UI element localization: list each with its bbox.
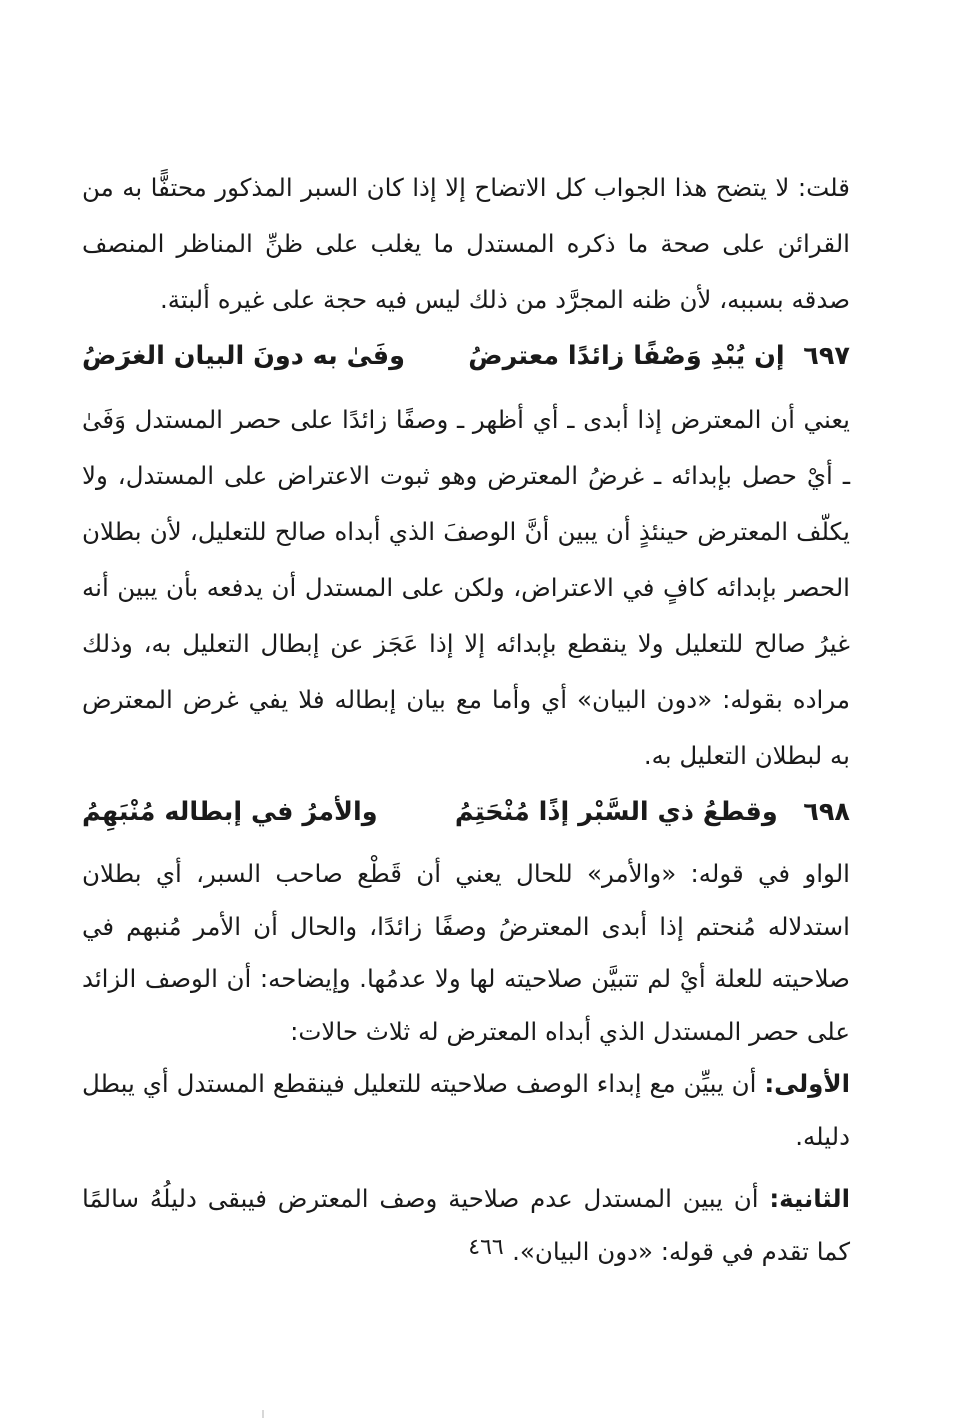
case-label: الأولى: [764,1069,851,1098]
spacer [82,840,850,848]
spacer [82,384,850,392]
page-number: ٤٦٦ [468,1235,504,1260]
verse-second-hemistich: وفَىٰ به دونَ البيان الغرَضُ [82,341,405,371]
hemistich-gap [403,784,429,840]
paragraph-commentary-3: الواو في قوله: «والأمر» للحال يعني أن قَطْع صاحب السبر، أي بطلان استدلاله مُنحتم إذا أبدى المعترضُ وصفًا زائدًا، والحال أن الأمر مُنبهم في صلاحيته للعلة أيْ لم تتبيَّن صلاحيته لها ولا عدمُها. وإيضاحه: أن الوصف الزائد على حصر المستدل الذي أبداه المعترض له ثلاث حالات: [82,859,850,1046]
verse-698 [82,784,850,840]
paragraph-commentary-2: يعني أن المعترض إذا أبدى ـ أي أظهر ـ وصفًا زائدًا على حصر المستدل وَفَىٰ ـ أيْ حصل بإبدائه ـ غرضُ المعترض وهو ثبوت الاعتراض على المستدل، ولا يكلّف المعترض حينئذٍ أن يبين أنَّ الوصفَ الذي أبداه صالح للتعليل، لأن بطلان الحصر بإبدائه كافٍ في الاعتراض، ولكن على المستدل أن يدفعه بأن يبين أنه غيرُ صالح للتعليل ولا ينقطع بإبدائه إلا إذا عَجَز عن إبطال التعليل به، وذلك مراده بقوله: «دون البيان» أي وأما مع بيان إبطاله فلا يفي غرض المعترض به لبطلان التعليل به. [82,405,850,770]
case-text: أن يبين المستدل عدم صلاحية وصف المعترض فيبقى دليلُهُ سالمًا كما تقدم في قوله: «دون البيان». [82,1184,850,1266]
case-first [82,1058,850,1163]
spacer [82,1163,850,1173]
verse-first-hemistich: إن يُبْدِ وَصْفًا زائدًا معترضُ [468,341,785,371]
case-text: أن يبيِّن مع إبداء الوصف صلاحيته للتعليل فينقطع المستدل أي يبطل دليله. [82,1069,850,1151]
hemistich-gap [424,328,450,384]
verse-697 [82,328,850,384]
page-body [82,160,850,1278]
case-second [82,1173,850,1278]
verse-number: ٦٩٧ [803,341,850,371]
scan-speck [262,1410,264,1418]
verse-first-hemistich: وقطعُ ذي السَّبْر إذًا مُنْحَتِمُ [454,797,778,827]
verse-second-hemistich: والأمرُ في إبطاله مُنْبَهِمُ [82,797,378,827]
verse-number: ٦٩٨ [803,797,850,827]
case-label: الثانية: [769,1184,850,1213]
paragraph-commentary-1: قلت: لا يتضح هذا الجواب كل الاتضاح إلا إذا كان السبر المذكور محتفًّا به من القرائن على صحة ما ذكره المستدل ما يغلب على ظنِّ المناظر المنصف صدقه بسببه، لأن ظنه المجرَّد من ذلك ليس فيه حجة على غيره ألبتة. [82,173,850,314]
